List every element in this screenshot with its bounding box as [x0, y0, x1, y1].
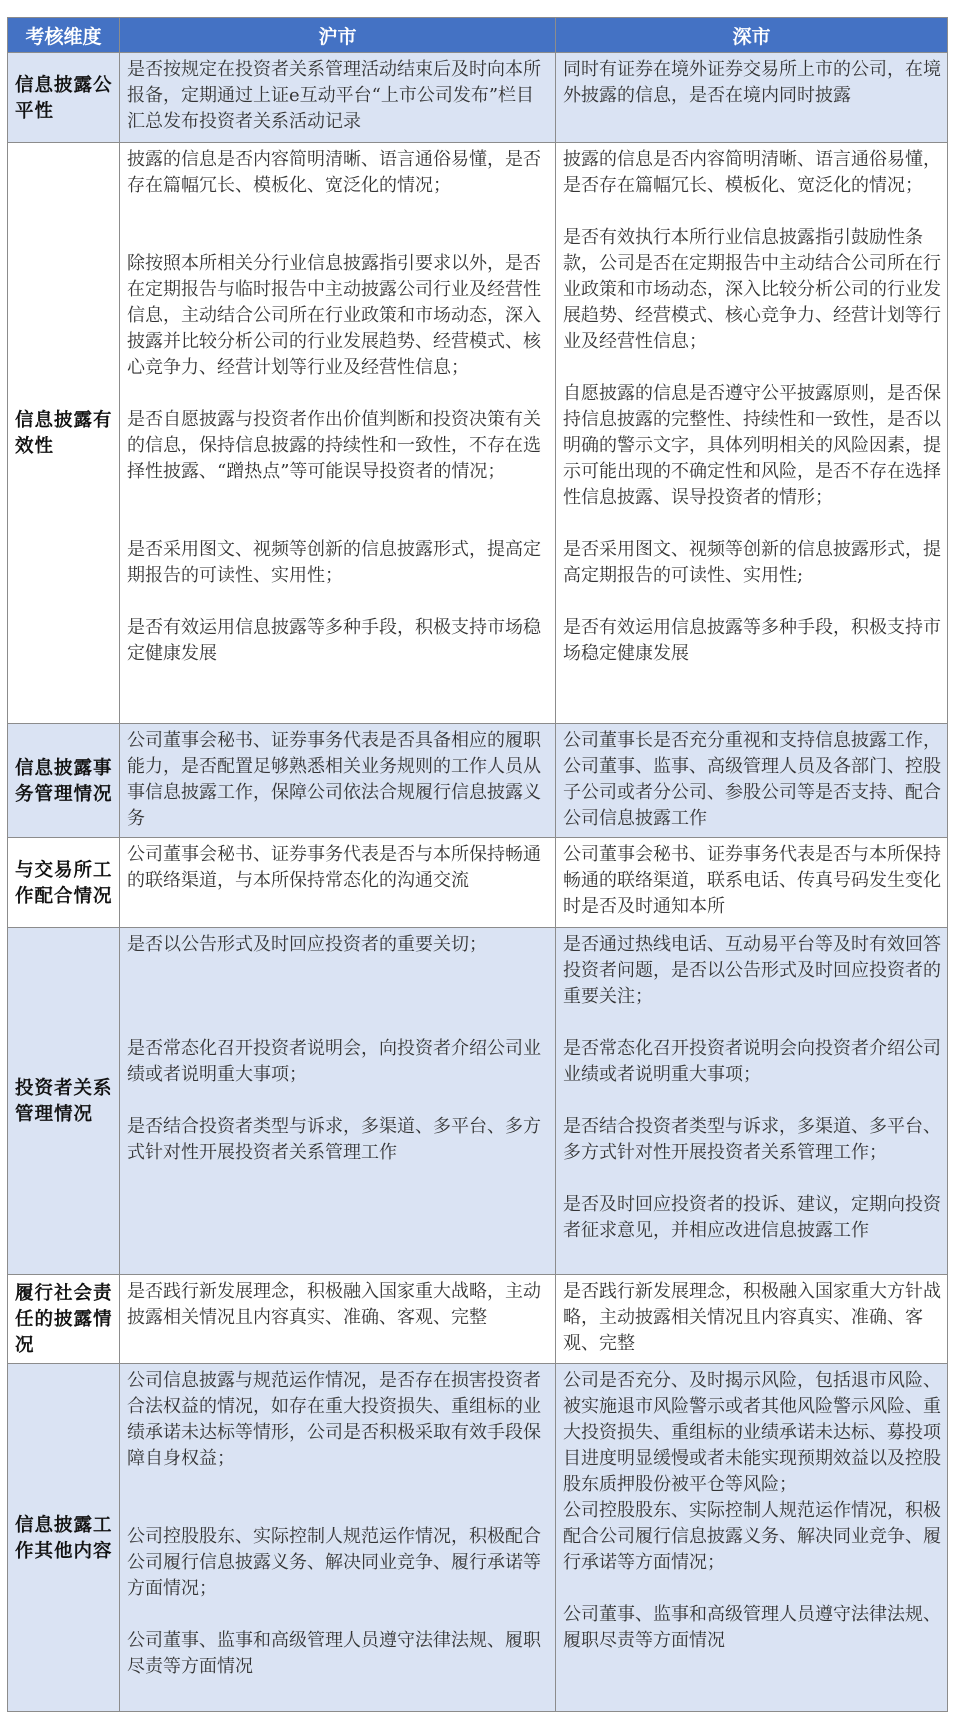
criteria-paragraph: 公司控股股东、实际控制人规范运作情况，积极配合公司履行信息披露义务、解决同业竞争、履行承诺等方面情况；: [127, 1526, 541, 1599]
dimension-cell: 信息披露有效性: [8, 143, 120, 724]
criteria-paragraph: 是否常态化召开投资者说明会向投资者介绍公司业绩或者说明重大事项；: [563, 1038, 941, 1085]
criteria-paragraph: 是否结合投资者类型与诉求，多渠道、多平台、多方式针对性开展投资者关系管理工作；: [563, 1116, 941, 1163]
criteria-paragraph: 公司信息披露与规范运作情况，是否存在损害投资者合法权益的情况，如存在重大投资损失、重组标的业绩承诺未达标等情形，公司是否积极采取有效手段保障自身权益；: [127, 1370, 541, 1469]
criteria-paragraph: 是否有效运用信息披露等多种手段，积极支持市场稳定健康发展: [127, 617, 541, 664]
shenzhen-criteria-cell: [556, 143, 948, 724]
dimension-cell: 投资者关系管理情况: [8, 928, 120, 1275]
table-body: [8, 53, 948, 1712]
criteria-paragraph: 是否践行新发展理念，积极融入国家重大方针战略，主动披露相关情况且内容真实、准确、客观、完整: [563, 1281, 941, 1354]
shenzhen-criteria-cell: [556, 1275, 948, 1364]
dimension-cell: 信息披露事务管理情况: [8, 724, 120, 838]
disclosure-assessment-table: [7, 17, 948, 1712]
criteria-paragraph: 是否结合投资者类型与诉求，多渠道、多平台、多方式针对性开展投资者关系管理工作: [127, 1116, 541, 1163]
shenzhen-criteria-cell: [556, 928, 948, 1275]
shanghai-criteria-cell: [120, 928, 556, 1275]
criteria-paragraph: 披露的信息是否内容简明清晰、语言通俗易懂，是否存在篇幅冗长、模板化、宽泛化的情况；: [127, 149, 541, 196]
shanghai-criteria-cell: [120, 1364, 556, 1712]
criteria-paragraph: 公司董事会秘书、证券事务代表是否与本所保持畅通的联络渠道，联系电话、传真号码发生变化时是否及时通知本所: [563, 844, 941, 917]
criteria-paragraph: 是否以公告形式及时回应投资者的重要关切；: [127, 934, 487, 955]
criteria-paragraph: 公司控股股东、实际控制人规范运作情况，积极配合公司履行信息披露义务、解决同业竞争、履行承诺等方面情况；: [563, 1500, 941, 1573]
criteria-paragraph: 公司董事、监事和高级管理人员遵守法律法规、履职尽责等方面情况: [563, 1604, 941, 1651]
criteria-paragraph: 公司董事会秘书、证券事务代表是否与本所保持畅通的联络渠道，与本所保持常态化的沟通交流: [127, 844, 541, 891]
table-row: [8, 928, 948, 1275]
dimension-cell: 履行社会责任的披露情况: [8, 1275, 120, 1364]
criteria-paragraph: 自愿披露的信息是否遵守公平披露原则，是否保持信息披露的完整性、持续性和一致性，是否以明确的警示文字，具体列明相关的风险因素，提示可能出现的不确定性和风险，是否不存在选择性信息披露、误导投资者的情形；: [563, 383, 941, 508]
criteria-paragraph: 是否自愿披露与投资者作出价值判断和投资决策有关的信息，保持信息披露的持续性和一致性，不存在选择性披露、“蹭热点”等可能误导投资者的情况；: [127, 409, 541, 482]
dimension-cell: 信息披露公平性: [8, 53, 120, 143]
criteria-paragraph: 公司是否充分、及时揭示风险，包括退市风险、被实施退市风险警示或者其他风险警示风险、重大投资损失、重组标的业绩承诺未达标、募投项目进度明显缓慢或者未能实现预期效益以及控股股东质押股份被平仓等风险；: [563, 1370, 941, 1495]
table-row: [8, 143, 948, 724]
shanghai-criteria-cell: [120, 724, 556, 838]
criteria-paragraph: 是否常态化召开投资者说明会，向投资者介绍公司业绩或者说明重大事项；: [127, 1038, 541, 1085]
criteria-paragraph: 除按照本所相关分行业信息披露指引要求以外，是否在定期报告与临时报告中主动披露公司行业及经营性信息，主动结合公司所在行业政策和市场动态，深入披露并比较分析公司的行业发展趋势、经营模式、核心竞争力、经营计划等行业及经营性信息；: [127, 253, 541, 378]
table-row: [8, 838, 948, 928]
table-row: [8, 53, 948, 143]
shanghai-criteria-cell: [120, 1275, 556, 1364]
criteria-paragraph: 公司董事、监事和高级管理人员遵守法律法规、履职尽责等方面情况: [127, 1630, 541, 1677]
criteria-paragraph: 同时有证券在境外证券交易所上市的公司，在境外披露的信息，是否在境内同时披露: [563, 59, 941, 106]
criteria-paragraph: 是否践行新发展理念，积极融入国家重大战略，主动披露相关情况且内容真实、准确、客观、完整: [127, 1281, 541, 1328]
dimension-cell: 与交易所工作配合情况: [8, 838, 120, 928]
table-row: [8, 1275, 948, 1364]
shenzhen-criteria-cell: [556, 838, 948, 928]
criteria-paragraph: 公司董事会秘书、证券事务代表是否具备相应的履职能力，是否配置足够熟悉相关业务规则的工作人员从事信息披露工作，保障公司依法合规履行信息披露义务: [127, 730, 541, 829]
criteria-paragraph: 是否通过热线电话、互动易平台等及时有效回答投资者问题，是否以公告形式及时回应投资者的重要关注；: [563, 934, 941, 1007]
criteria-paragraph: 是否采用图文、视频等创新的信息披露形式，提高定期报告的可读性、实用性;: [563, 539, 941, 586]
header-dimension: 考核维度: [8, 18, 120, 53]
header-shenzhen: 深市: [556, 18, 948, 53]
shenzhen-criteria-cell: [556, 1364, 948, 1712]
criteria-paragraph: 是否有效运用信息披露等多种手段，积极支持市场稳定健康发展: [563, 617, 941, 664]
dimension-cell: 信息披露工作其他内容: [8, 1364, 120, 1712]
table-row: [8, 1364, 948, 1712]
shenzhen-criteria-cell: [556, 53, 948, 143]
shanghai-criteria-cell: [120, 838, 556, 928]
shanghai-criteria-cell: [120, 53, 556, 143]
shenzhen-criteria-cell: [556, 724, 948, 838]
criteria-paragraph: 是否按规定在投资者关系管理活动结束后及时向本所报备，定期通过上证e互动平台“上市公司发布”栏目汇总发布投资者关系活动记录: [127, 59, 541, 132]
criteria-paragraph: 披露的信息是否内容简明清晰、语言通俗易懂，是否存在篇幅冗长、模板化、宽泛化的情况；: [563, 149, 941, 196]
shanghai-criteria-cell: [120, 143, 556, 724]
criteria-paragraph: 是否采用图文、视频等创新的信息披露形式，提高定期报告的可读性、实用性；: [127, 539, 541, 586]
criteria-paragraph: 公司董事长是否充分重视和支持信息披露工作，公司董事、监事、高级管理人员及各部门、控股子公司或者分公司、参股公司等是否支持、配合公司信息披露工作: [563, 730, 941, 829]
header-shanghai: 沪市: [120, 18, 556, 53]
criteria-paragraph: 是否有效执行本所行业信息披露指引鼓励性条款，公司是否在定期报告中主动结合公司所在行业政策和市场动态，深入比较分析公司的行业发展趋势、经营模式、核心竞争力、经营计划等行业及经营性信息；: [563, 227, 941, 352]
criteria-paragraph: 是否及时回应投资者的投诉、建议，定期向投资者征求意见，并相应改进信息披露工作: [563, 1194, 941, 1241]
table-row: [8, 724, 948, 838]
table-header-row: [8, 18, 948, 53]
